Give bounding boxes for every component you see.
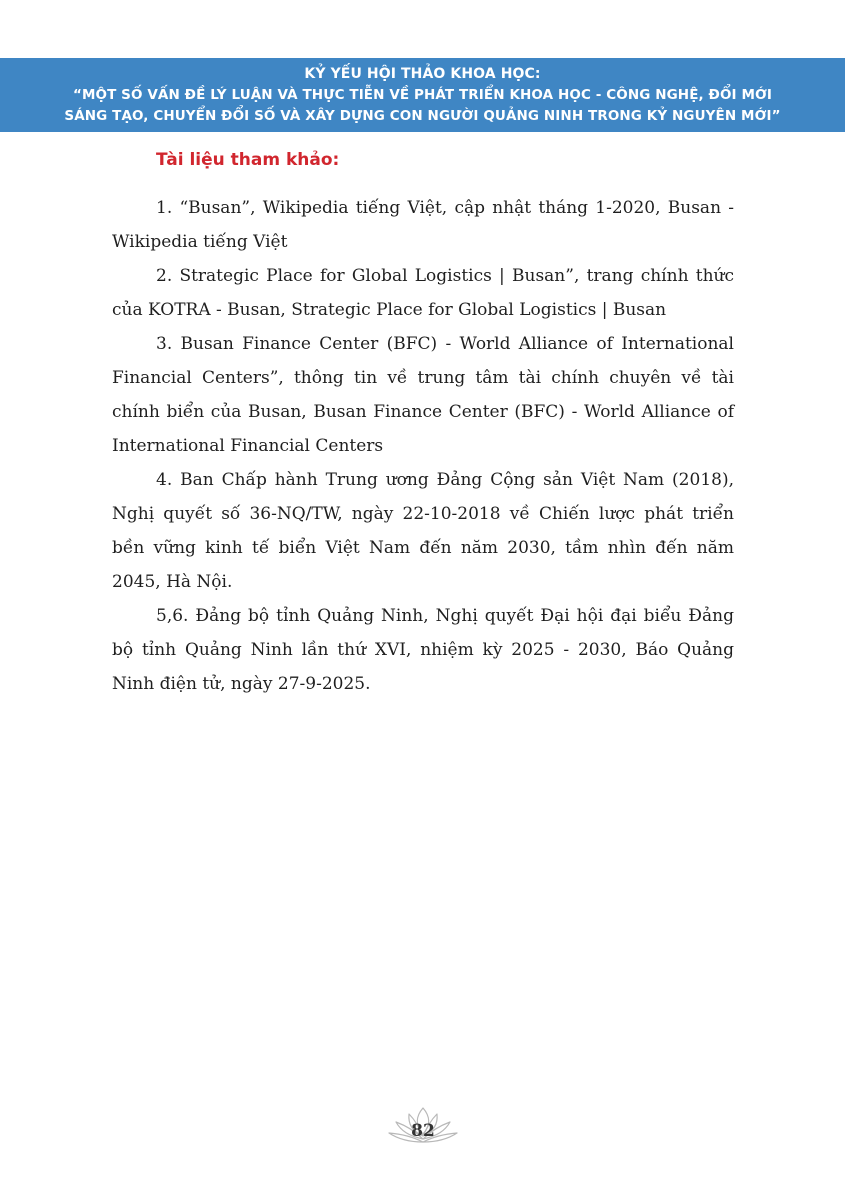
proceedings-title: KỶ YẾU HỘI THẢO KHOA HỌC: — [304, 66, 541, 82]
references-section — [112, 146, 734, 701]
reference-item-5-6: 5,6. Đảng bộ tỉnh Quảng Ninh, Nghị quyết Đại hội đại biểu Đảng bộ tỉnh Quảng Ninh lần thứ XVI, nhiệm kỳ 2025 - 2030, Báo Quảng Ninh điện tử, ngày 27-9-2025. — [112, 606, 734, 694]
reference-item-3: 3. Busan Finance Center (BFC) - World Alliance of International Financial Centers”, thông tin về trung tâm tài chính chuyên về tài chính biển của Busan, Busan Finance Center (BFC) - World Alliance of International Financial Centers — [112, 334, 734, 456]
reference-item-1: 1. “Busan”, Wikipedia tiếng Việt, cập nhật tháng 1-2020, Busan - Wikipedia tiếng Việt — [112, 198, 734, 252]
page-number: 82 — [411, 1121, 435, 1141]
conference-header-banner — [0, 58, 845, 132]
references-heading: Tài liệu tham khảo: — [156, 150, 340, 170]
page-footer — [384, 1104, 462, 1150]
reference-item-4: 4. Ban Chấp hành Trung ương Đảng Cộng sản Việt Nam (2018), Nghị quyết số 36-NQ/TW, ngày 22-10-2018 về Chiến lược phát triển bền vững kinh tế biển Việt Nam đến năm 2030, tầm nhìn đến năm 2045, Hà Nội. — [112, 470, 734, 592]
conference-theme-line-1: “MỘT SỐ VẤN ĐỀ LÝ LUẬN VÀ THỰC TIỄN VỀ PHÁT TRIỂN KHOA HỌC - CÔNG NGHỆ, ĐỔI MỚI — [72, 87, 773, 103]
reference-item-2: 2. Strategic Place for Global Logistics | Busan”, trang chính thức của KOTRA - Busan, Strategic Place for Global Logistics | Busan — [112, 266, 734, 320]
conference-theme-line-2: SÁNG TẠO, CHUYỂN ĐỔI SỐ VÀ XÂY DỰNG CON NGƯỜI QUẢNG NINH TRONG KỶ NGUYÊN MỚI” — [64, 108, 781, 124]
